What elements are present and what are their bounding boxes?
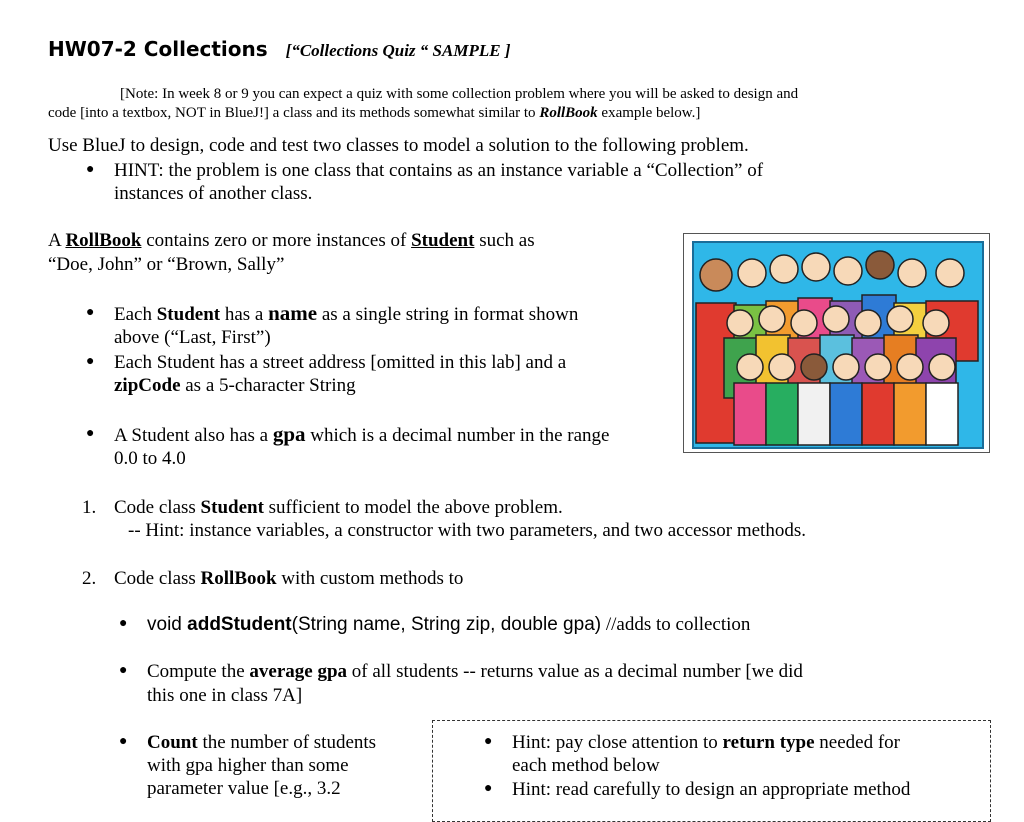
- hint-box-line-3: Hint: read carefully to design an appropriate method: [512, 779, 911, 800]
- rollbook-term: RollBook: [65, 230, 142, 251]
- text: as a single string in format shown: [317, 304, 579, 325]
- bullet-icon: ●: [86, 162, 95, 177]
- bullet-3-line-1: [114, 423, 609, 447]
- intro-line: Use BlueJ to design, code and test two classes to model a solution to the following problem.: [48, 135, 749, 156]
- text: with custom methods to: [276, 568, 464, 589]
- text-bold: Student: [156, 304, 221, 325]
- code-comment: //adds to collection: [601, 614, 751, 635]
- students-cartoon: [692, 241, 984, 449]
- crowd-drawing: [694, 243, 982, 447]
- bullet-icon: ●: [484, 781, 493, 796]
- bullet-2-line-2: [114, 374, 356, 397]
- text: such as: [474, 230, 535, 251]
- text: Hint: pay close attention to: [512, 732, 723, 753]
- bullet-icon: ●: [484, 734, 493, 749]
- note-line-1: [Note: In week 8 or 9 you can expect a quiz with some collection problem where you will be asked to design and: [120, 86, 799, 102]
- text: A Student also has a: [114, 425, 273, 446]
- text: as a 5-character String: [180, 375, 356, 396]
- method-count-line-2: with gpa higher than some: [147, 755, 349, 776]
- text-bold: average gpa: [249, 661, 348, 682]
- bullet-icon: ●: [119, 616, 128, 631]
- bullet-2-line-1: Each Student has a street address [omitted in this lab] and a: [114, 352, 567, 373]
- bullet-icon: ●: [119, 663, 128, 678]
- code-text: void: [147, 614, 188, 635]
- text-bold: Count: [147, 732, 198, 753]
- text: Code class: [114, 568, 201, 589]
- bullet-3-line-2: 0.0 to 4.0: [114, 448, 186, 469]
- text: Compute the: [147, 661, 250, 682]
- students-illustration: [683, 233, 990, 453]
- hint-box-line-2: each method below: [512, 755, 660, 776]
- text: A: [48, 230, 66, 251]
- task-1-number: 1.: [82, 497, 97, 518]
- text: which is a decimal number in the range: [305, 425, 610, 446]
- title-main: HW07-2 Collections: [48, 37, 268, 61]
- text: the number of students: [197, 732, 377, 753]
- text: Code class: [114, 497, 201, 518]
- task-2-number: 2.: [82, 568, 97, 589]
- text-bold: zipCode: [114, 375, 181, 396]
- code-method-name: addStudent: [187, 614, 292, 635]
- method-average-line-2: this one in class 7A]: [147, 685, 303, 706]
- text-bold: RollBook: [200, 568, 277, 589]
- method-count-line-3: parameter value [e.g., 3.2: [147, 778, 341, 799]
- note-text-end: example below.]: [597, 105, 701, 121]
- bullet-1-line-1: [114, 302, 578, 326]
- method-add-student: [147, 613, 750, 636]
- text-bold: return type: [722, 732, 815, 753]
- text: sufficient to model the above problem.: [263, 497, 563, 518]
- text: contains zero or more instances of: [141, 230, 412, 251]
- task-1-hint: -- Hint: instance variables, a constructor with two parameters, and two accessor methods.: [128, 520, 806, 541]
- text-bold: Student: [200, 497, 264, 518]
- bullet-icon: ●: [86, 354, 95, 369]
- student-term: Student: [411, 230, 475, 251]
- rollbook-line-1: [48, 229, 535, 252]
- rollbook-line-2: “Doe, John” or “Brown, Sally”: [48, 254, 285, 275]
- method-average-line-1: [147, 660, 803, 683]
- bullet-icon: ●: [86, 426, 95, 441]
- note-line-2: [48, 105, 700, 122]
- text: has a: [220, 304, 269, 325]
- text: Each: [114, 304, 157, 325]
- title-sub: [“Collections Quiz “ SAMPLE ]: [285, 41, 511, 60]
- method-count-line-1: [147, 731, 376, 754]
- note-text: code [into a textbox, NOT in BlueJ!] a class and its methods somewhat similar to: [48, 105, 540, 121]
- bullet-1-line-2: above (“Last, First”): [114, 327, 271, 348]
- bullet-icon: ●: [86, 305, 95, 320]
- hint-box-line-1: [512, 731, 900, 754]
- task-1-line: [114, 496, 563, 519]
- bullet-icon: ●: [119, 734, 128, 749]
- text-bold: name: [268, 301, 318, 325]
- task-2-line: [114, 567, 463, 590]
- note-rollbook: RollBook: [539, 105, 598, 121]
- text-bold: gpa: [272, 422, 306, 446]
- hint-line-2: instances of another class.: [114, 183, 313, 204]
- hint-line-1: HINT: the problem is one class that contains as an instance variable a “Collection” of: [114, 160, 764, 181]
- text: of all students -- returns value as a decimal number [we did: [347, 661, 803, 682]
- code-params: (String name, String zip, double gpa): [291, 614, 602, 635]
- page-title: [48, 37, 510, 61]
- text: needed for: [814, 732, 901, 753]
